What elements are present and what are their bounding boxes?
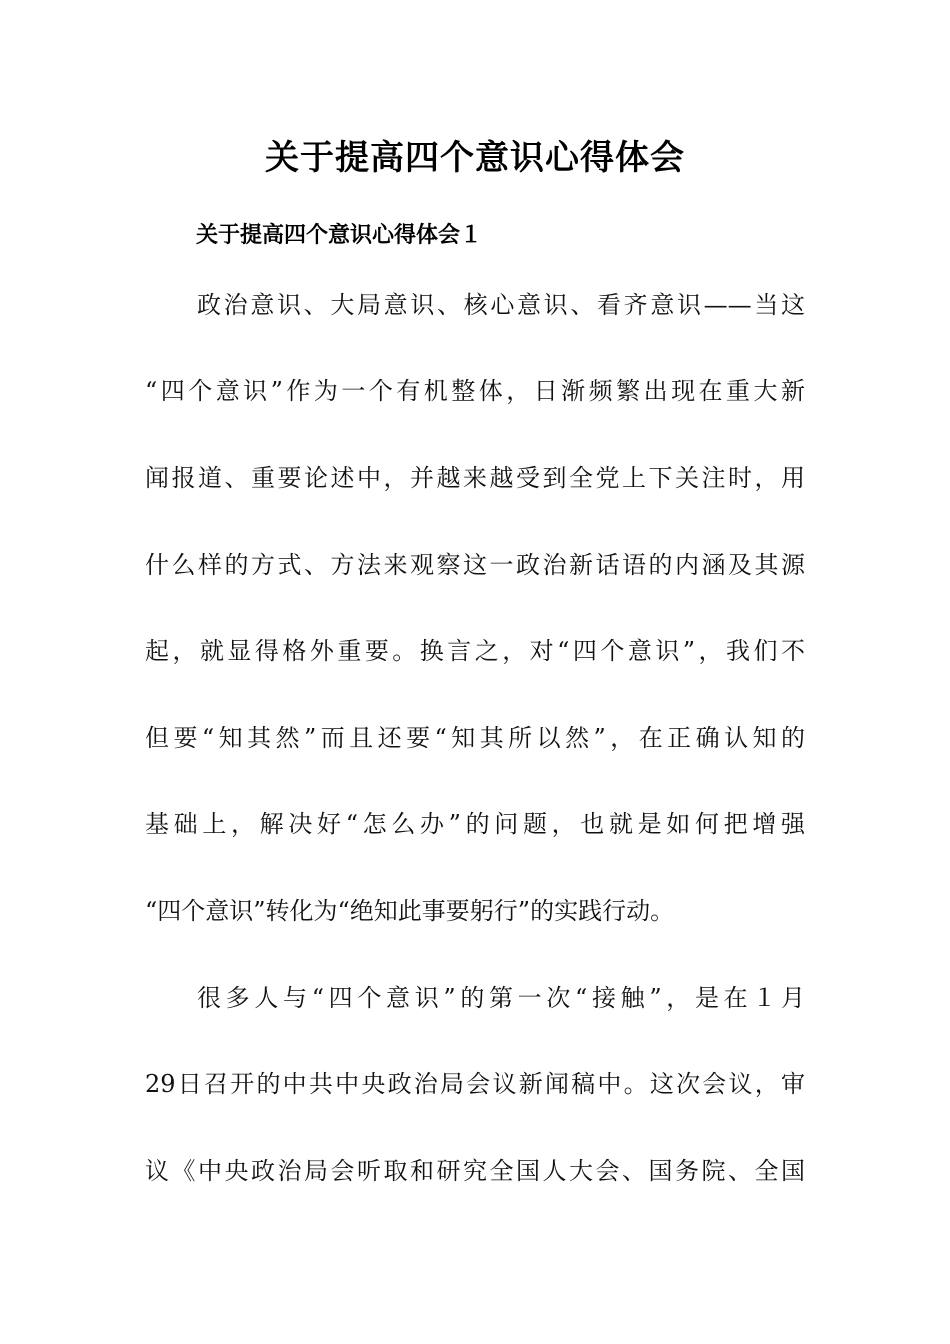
paragraph-1-line-5: 起，就显得格外重要。换言之，对“四个意识”，我们不: [145, 637, 805, 665]
paragraph-1-line-2: “四个意识”作为一个有机整体，日渐频繁出现在重大新: [145, 377, 805, 405]
section-heading: 关于提高四个意识心得体会１: [196, 223, 483, 248]
paragraph-1-line-6: 但要“知其然”而且还要“知其所以然”，在正确认知的: [145, 724, 805, 752]
document-title: 关于提高四个意识心得体会: [265, 138, 685, 178]
paragraph-2-line-1: 很多人与“四个意识”的第一次“接触”，是在１月: [197, 984, 805, 1012]
paragraph-1-line-1: 政治意识、大局意识、核心意识、看齐意识——当这: [197, 291, 805, 319]
paragraph-1-line-8: “四个意识”转化为“绝知此事要躬行”的实践行动。: [145, 897, 675, 925]
paragraph-2-line-2: 29日召开的中共中央政治局会议新闻稿中。这次会议，审: [145, 1070, 805, 1098]
paragraph-1-line-7: 基础上，解决好“怎么办”的问题，也就是如何把增强: [145, 810, 805, 838]
paragraph-1-line-3: 闻报道、重要论述中，并越来越受到全党上下关注时，用: [145, 464, 805, 492]
paragraph-1-line-4: 什么样的方式、方法来观察这一政治新话语的内涵及其源: [145, 551, 805, 579]
paragraph-2-line-3: 议《中央政治局会听取和研究全国人大会、国务院、全国: [145, 1157, 805, 1185]
